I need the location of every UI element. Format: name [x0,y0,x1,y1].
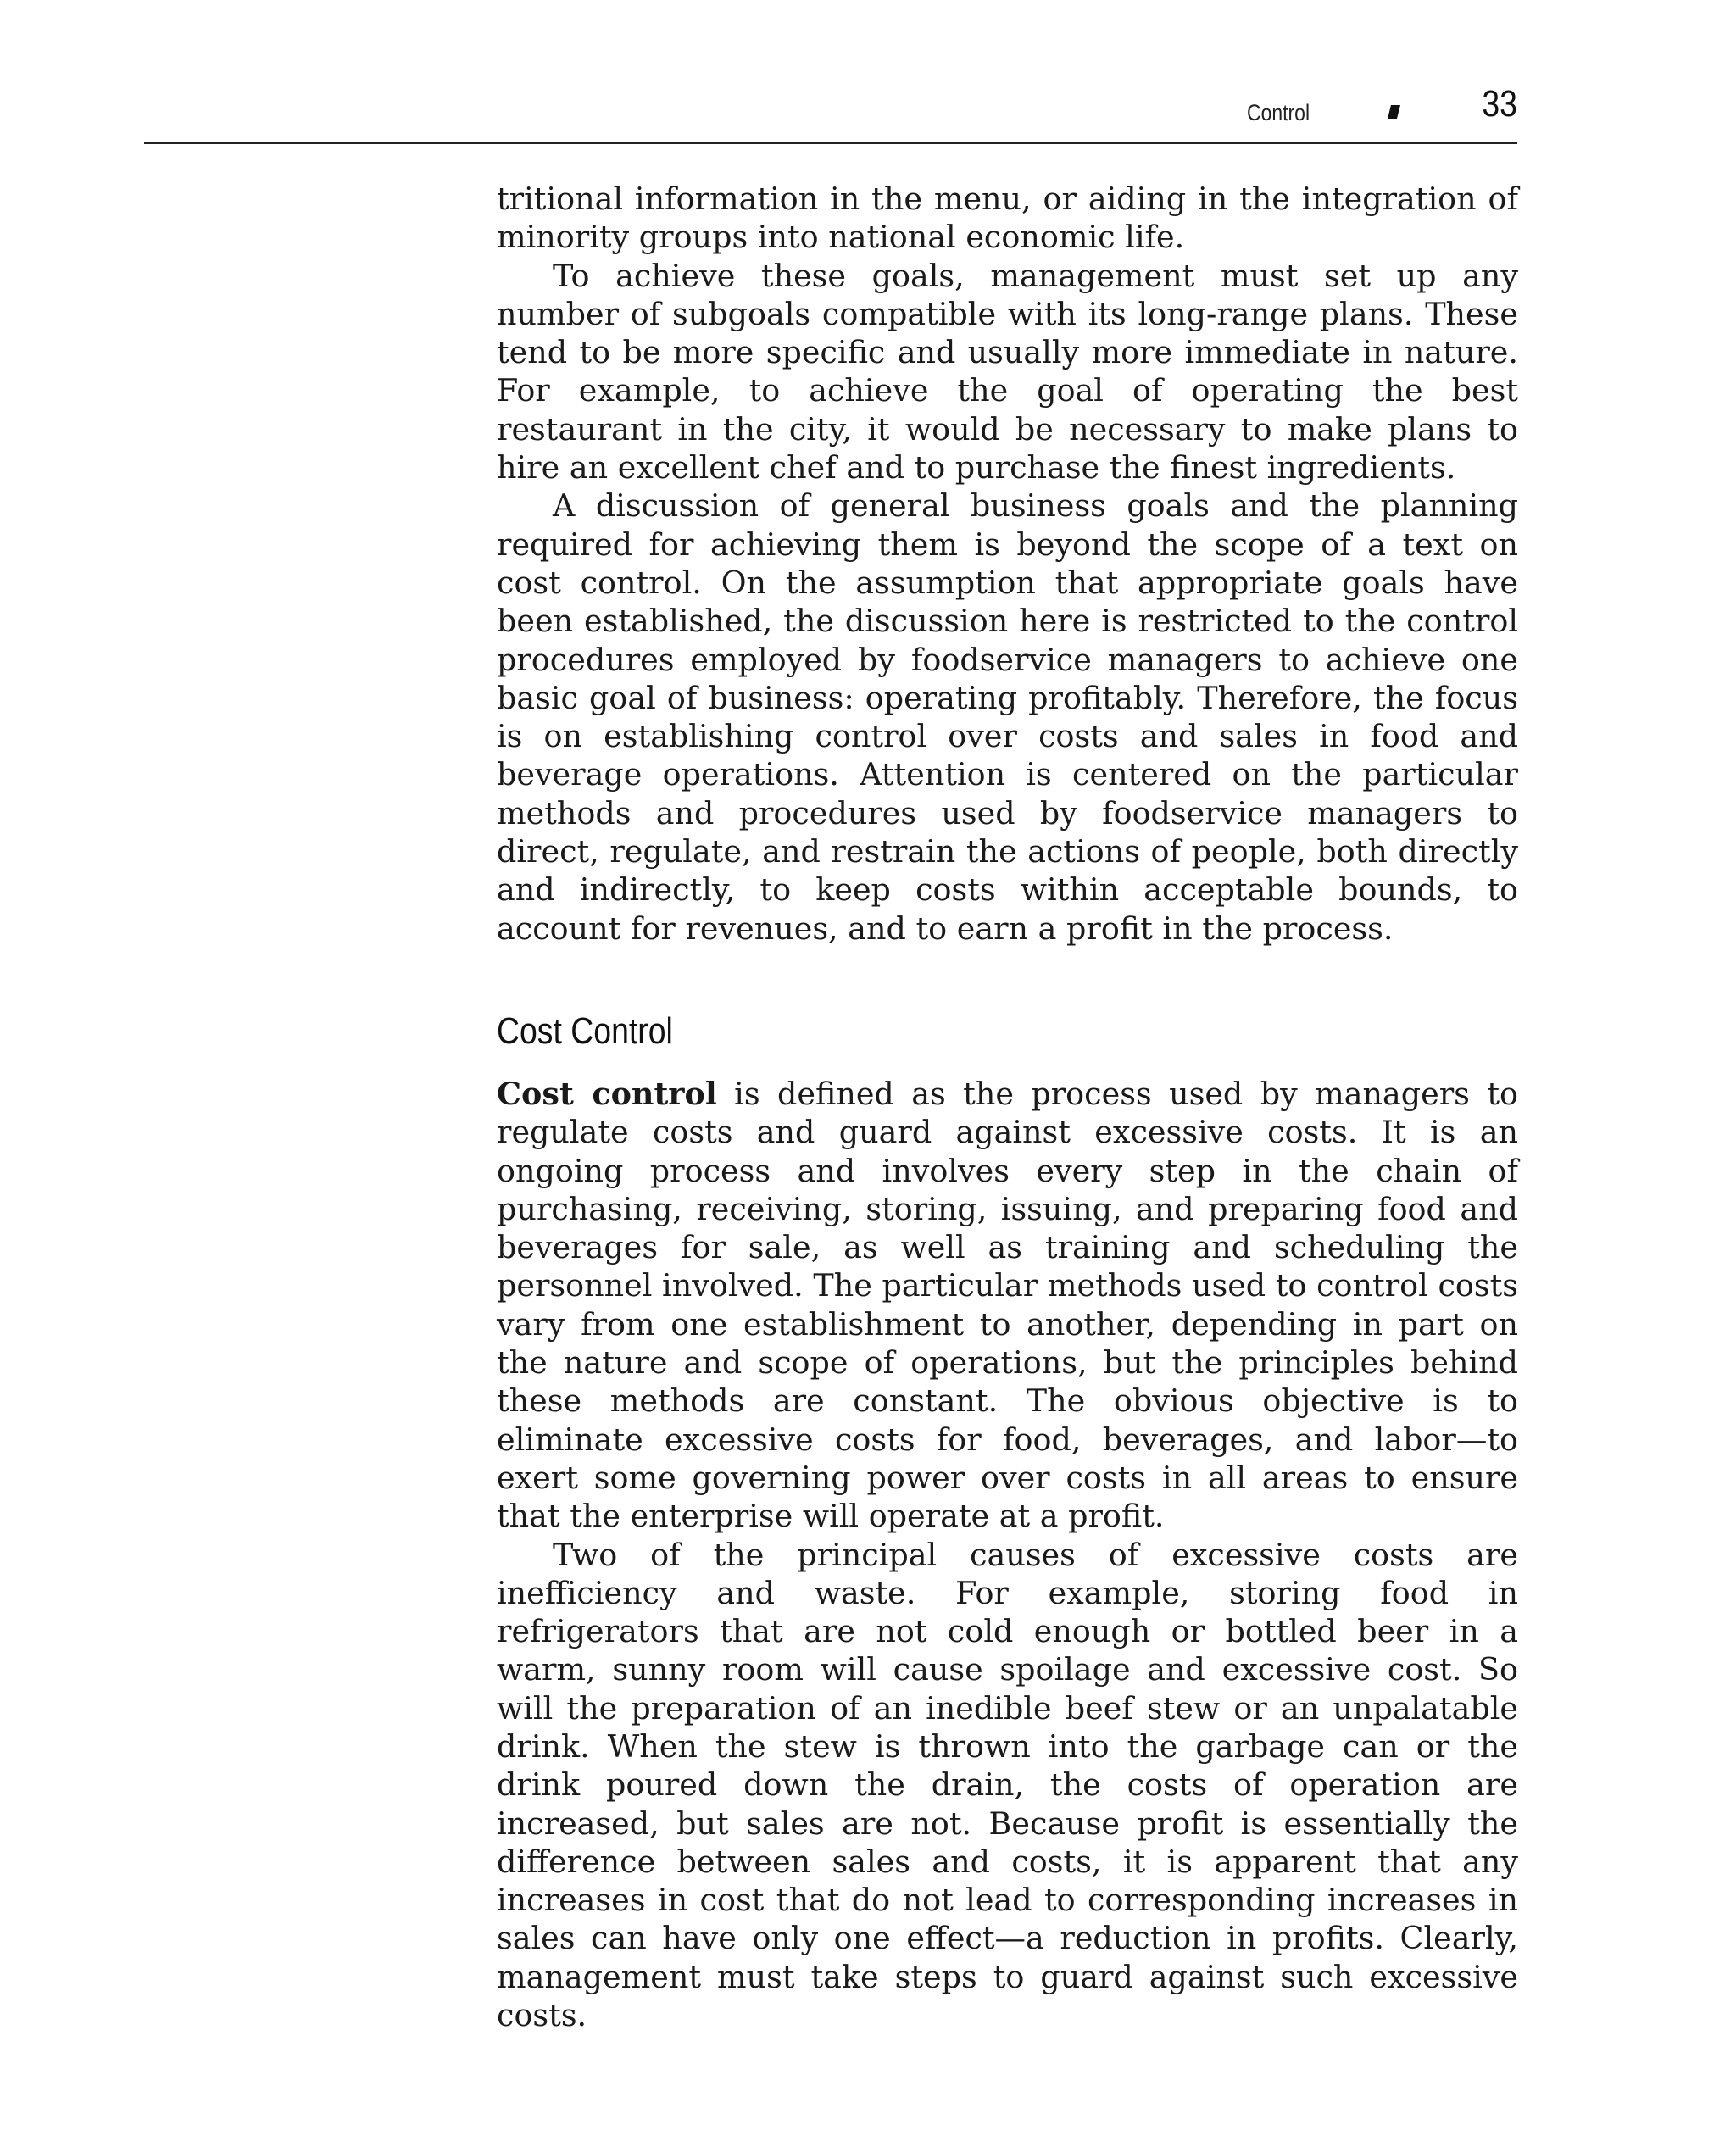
page-body [497,180,1518,2034]
paragraph-subgoals: To achieve these goals, management must set up any number of subgoals compatible with its long-range plans. These tend to be more specific and usually more immediate in nature. For example, to achieve the goal of operating the best restaurant in the city, it would be necessary to make plans to hire an excellent chef and to purchase the finest ingredients. [497,257,1518,487]
page-number: 33 [1482,83,1517,125]
definition-term: Cost control [497,1075,717,1112]
definition-text: is defined as the process used by managers to regulate costs and guard against excessive costs. It is an ongoing process and involves every step in the chain of purchasing, receiving, storing, issuing, and preparing food and beverages for sale, as well as training and scheduling the personnel involved. The particular methods used to control costs vary from one establishment to another, depending in part on the nature and scope of operations, but the principles behind these methods are constant. The obvious objective is to eliminate excessive costs for food, beverages, and labor—to exert some governing power over costs in all areas to ensure that the enterprise will operate at a profit. [497,1075,1518,1535]
bullet-marker-icon [1388,105,1400,119]
paragraph-business-goals: A discussion of general business goals and the planning required for achieving them is beyond the scope of a text on cost control. On the assumption that appropriate goals have been established, the discussion here is restricted to the control procedures employed by foodservice managers to achieve one basic goal of business: operating profitably. Therefore, the focus is on establishing control over costs and sales in food and beverage operations. Attention is centered on the particular methods and procedures used by foodservice managers to direct, regulate, and restrain the actions of people, both directly and indirectly, to keep costs within acceptable bounds, to account for revenues, and to earn a profit in the process. [497,487,1518,947]
section-heading: Cost Control [497,1009,673,1052]
paragraph-excessive-costs: Two of the principal causes of excessive costs are inefficiency and waste. For example, storing food in refrigerators that are not cold enough or bottled beer in a warm, sunny room will cause spoilage and excessive cost. So will the preparation of an inedible beef stew or an unpalatable drink. When the stew is thrown into the garbage can or the drink poured down the drain, the costs of operation are increased, but sales are not. Because profit is essentially the difference between sales and costs, it is apparent that any increases in cost that do not lead to corresponding increases in sales can have only one effect—a reduction in profits. Clearly, management must take steps to guard against such excessive costs. [497,1536,1518,2034]
running-head-section-title: Control [1247,100,1310,125]
paragraph-definition [497,1075,1518,1536]
paragraph-continued: tritional information in the menu, or aiding in the integration of minority groups into national economic life. [497,181,1518,256]
running-head [144,81,1517,144]
